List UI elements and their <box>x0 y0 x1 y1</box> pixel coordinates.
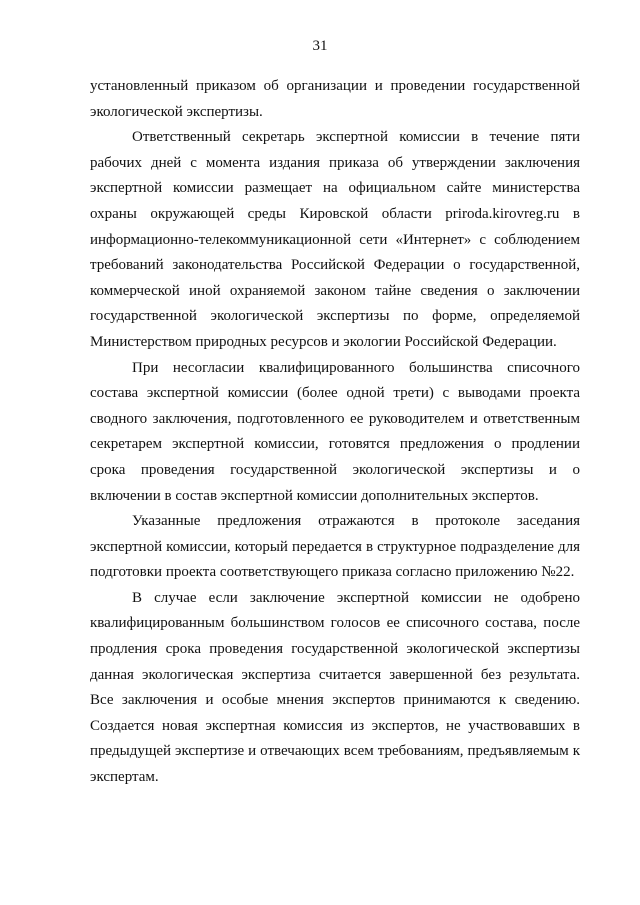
paragraph-2: Ответственный секретарь экспертной комиссии в течение пяти рабочих дней с момента издания приказа об утверждении заключения экспертной комиссии размещает на официальном сайте министерства охраны окружающей среды Кировской области priroda.kirovreg.ru в информационно-телекоммуникационной сети «Интернет» с соблюдением требований законодательства Российской Федерации о государственной, коммерческой иной охраняемой законом тайне сведения о заключении государственной экологической экспертизы по форме, определяемой Министерством природных ресурсов и экологии Российской Федерации. <box>90 129 580 350</box>
paragraph-4: Указанные предложения отражаются в протоколе заседания экспертной комиссии, который передается в структурное подразделение для подготовки проекта соответствующего приказа согласно приложению №22. <box>90 513 580 581</box>
paragraph-3: При несогласии квалифицированного большинства списочного состава экспертной комиссии (более одной трети) с выводами проекта сводного заключения, подготовленного ее руководителем и ответственным секретарем экспертной комиссии, готовятся предложения о продлении срока проведения государственной экологической экспертизы и о включении в состав экспертной комиссии дополнительных экспертов. <box>90 359 580 504</box>
paragraph-5: В случае если заключение экспертной комиссии не одобрено квалифицированным большинством голосов ее списочного состава, после продления срока проведения государственной экологической экспертизы данная экологическая экспертиза считается завершенной без результата. Все заключения и особые мнения экспертов принимаются к сведению. Создается новая экспертная комиссия из экспертов, не участвовавших в предыдущей экспертизе и отвечающих всем требованиям, предъявляемым к экспертам. <box>90 589 580 786</box>
page-number: 31 <box>312 38 328 54</box>
paragraph-1: установленный приказом об организации и проведении государственной экологической экспертизы. <box>90 78 580 120</box>
document-body <box>90 74 580 791</box>
